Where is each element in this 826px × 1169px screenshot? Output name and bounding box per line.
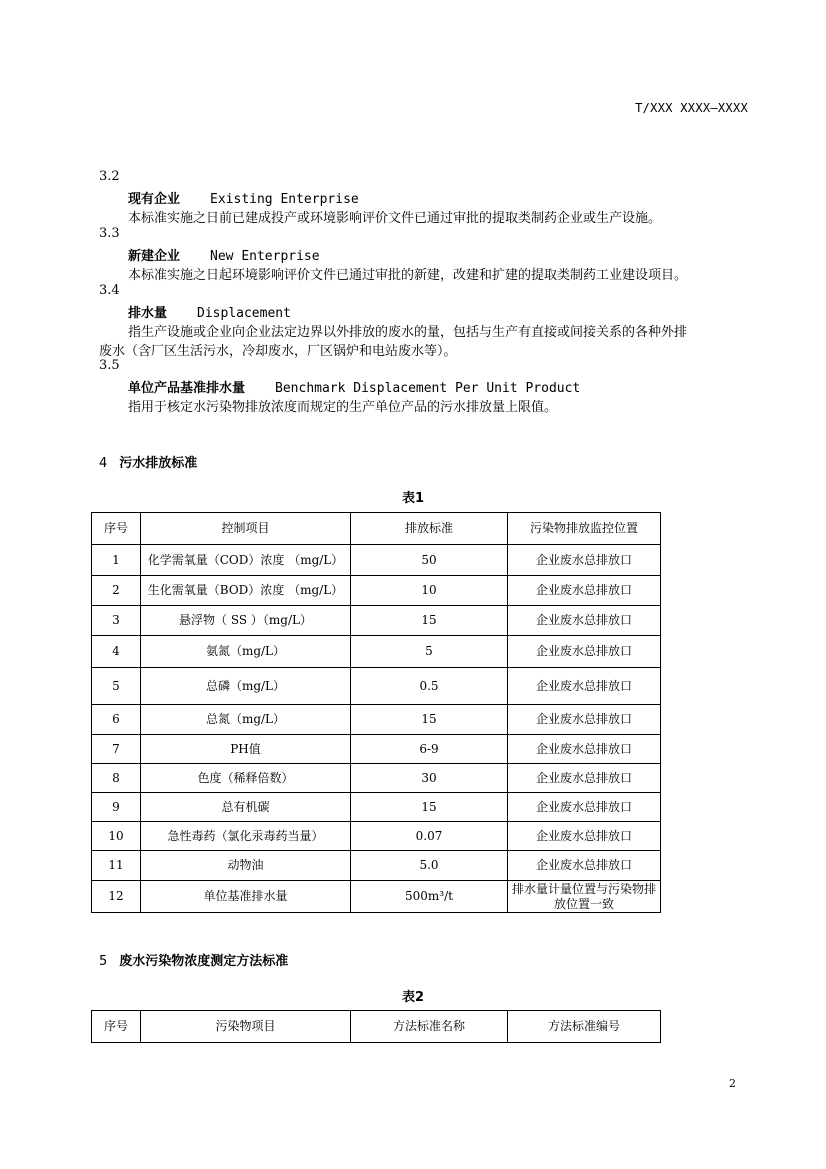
clause-number: 3.3 — [99, 226, 120, 241]
term-zh: 新建企业 — [128, 249, 181, 264]
cell: 5 — [92, 668, 141, 705]
cell: 氨氮（mg/L） — [141, 636, 351, 668]
cell: 企业废水总排放口 — [508, 636, 661, 668]
clause-number: 3.4 — [99, 283, 120, 298]
cell: 0.5 — [351, 668, 508, 705]
term — [128, 377, 580, 396]
cell: 10 — [351, 576, 508, 606]
cell: 12 — [92, 881, 141, 913]
header-cell: 方法标准编号 — [508, 1011, 661, 1043]
cell: 企业废水总排放口 — [508, 793, 661, 822]
table-row — [92, 793, 661, 822]
term-zh: 排水量 — [128, 306, 168, 321]
table-row — [92, 881, 661, 913]
table-row — [92, 822, 661, 851]
test-method-table — [91, 1010, 661, 1043]
cell: 15 — [351, 606, 508, 636]
cell: 5.0 — [351, 851, 508, 881]
clause-number: 3.2 — [99, 169, 120, 184]
header-cell: 方法标准名称 — [351, 1011, 508, 1043]
table-row — [92, 735, 661, 764]
table-caption: 表1 — [401, 491, 425, 506]
cell: 企业废水总排放口 — [508, 576, 661, 606]
document-code: T/XXX XXXX—XXXX — [635, 101, 748, 115]
emission-standard-table — [91, 512, 661, 913]
term-en: New Enterprise — [210, 249, 320, 264]
cell: 3 — [92, 606, 141, 636]
header-cell: 污染物排放监控位置 — [508, 513, 661, 545]
table-row — [92, 851, 661, 881]
cell: 化学需氧量（COD）浓度 （mg/L） — [141, 545, 351, 576]
cell: 15 — [351, 793, 508, 822]
section-number: 4 — [99, 456, 108, 471]
cell: PH值 — [141, 735, 351, 764]
cell: 企业废水总排放口 — [508, 705, 661, 735]
section-heading — [99, 950, 288, 969]
cell: 2 — [92, 576, 141, 606]
section-number: 5 — [99, 954, 108, 969]
cell: 8 — [92, 764, 141, 793]
cell: 6-9 — [351, 735, 508, 764]
cell: 急性毒药（氯化汞毒药当量） — [141, 822, 351, 851]
table-row — [92, 545, 661, 576]
table-row — [92, 606, 661, 636]
table-row — [92, 576, 661, 606]
table-row — [92, 705, 661, 735]
term-en: Existing Enterprise — [210, 192, 359, 207]
header-cell: 排放标准 — [351, 513, 508, 545]
cell: 30 — [351, 764, 508, 793]
table-caption: 表2 — [401, 990, 425, 1005]
header-cell: 控制项目 — [141, 513, 351, 545]
cell: 企业废水总排放口 — [508, 668, 661, 705]
cell: 总有机碳 — [141, 793, 351, 822]
definition-text: 废水（含厂区生活污水，冷却废水，厂区锅炉和电站废水等）。 — [99, 344, 457, 359]
table-row — [92, 668, 661, 705]
cell: 1 — [92, 545, 141, 576]
cell: 4 — [92, 636, 141, 668]
table-header-row — [92, 1011, 661, 1043]
cell: 11 — [92, 851, 141, 881]
page-number: 2 — [729, 1077, 736, 1090]
definition-text: 本标准实施之日起环境影响评价文件已通过审批的新建，改建和扩建的提取类制药工业建设项目。 — [128, 268, 688, 283]
term-en: Displacement — [197, 306, 291, 321]
cell: 6 — [92, 705, 141, 735]
term-zh: 现有企业 — [128, 192, 181, 207]
cell: 总磷（mg/L） — [141, 668, 351, 705]
cell: 悬浮物（ SS ）（mg/L） — [141, 606, 351, 636]
term — [128, 245, 320, 264]
cell: 企业废水总排放口 — [508, 606, 661, 636]
cell: 总氮（mg/L） — [141, 705, 351, 735]
term-en: Benchmark Displacement Per Unit Product — [275, 381, 581, 396]
cell: 企业废水总排放口 — [508, 764, 661, 793]
term-zh: 单位产品基准排水量 — [128, 381, 246, 396]
cell: 动物油 — [141, 851, 351, 881]
definition-text: 指生产设施或企业向企业法定边界以外排放的废水的量，包括与生产有直接或间接关系的各种外排 — [128, 325, 688, 340]
clause-number: 3.5 — [99, 358, 120, 373]
cell: 企业废水总排放口 — [508, 822, 661, 851]
cell: 7 — [92, 735, 141, 764]
header-cell: 序号 — [92, 513, 141, 545]
cell: 企业废水总排放口 — [508, 851, 661, 881]
cell: 企业废水总排放口 — [508, 545, 661, 576]
table-header-row — [92, 513, 661, 545]
cell: 排水量计量位置与污染物排放位置一致 — [508, 881, 661, 913]
cell: 50 — [351, 545, 508, 576]
definition-text: 指用于核定水污染物排放浓度而规定的生产单位产品的污水排放量上限值。 — [128, 400, 558, 415]
cell: 0.07 — [351, 822, 508, 851]
table-row — [92, 764, 661, 793]
cell: 企业废水总排放口 — [508, 735, 661, 764]
cell: 生化需氧量（BOD）浓度 （mg/L） — [141, 576, 351, 606]
cell: 5 — [351, 636, 508, 668]
section-title: 废水污染物浓度测定方法标准 — [119, 954, 289, 969]
table-row — [92, 636, 661, 668]
section-title: 污水排放标准 — [119, 456, 198, 471]
header-cell: 污染物项目 — [141, 1011, 351, 1043]
cell: 10 — [92, 822, 141, 851]
definition-text: 本标准实施之日前已建成投产或环境影响评价文件已通过审批的提取类制药企业或生产设施。 — [128, 211, 662, 226]
cell: 9 — [92, 793, 141, 822]
cell: 色度（稀释倍数） — [141, 764, 351, 793]
header-cell: 序号 — [92, 1011, 141, 1043]
term — [128, 302, 291, 321]
cell: 15 — [351, 705, 508, 735]
section-heading — [99, 452, 197, 471]
cell: 500m³/t — [351, 881, 508, 913]
term — [128, 188, 359, 207]
cell: 单位基准排水量 — [141, 881, 351, 913]
